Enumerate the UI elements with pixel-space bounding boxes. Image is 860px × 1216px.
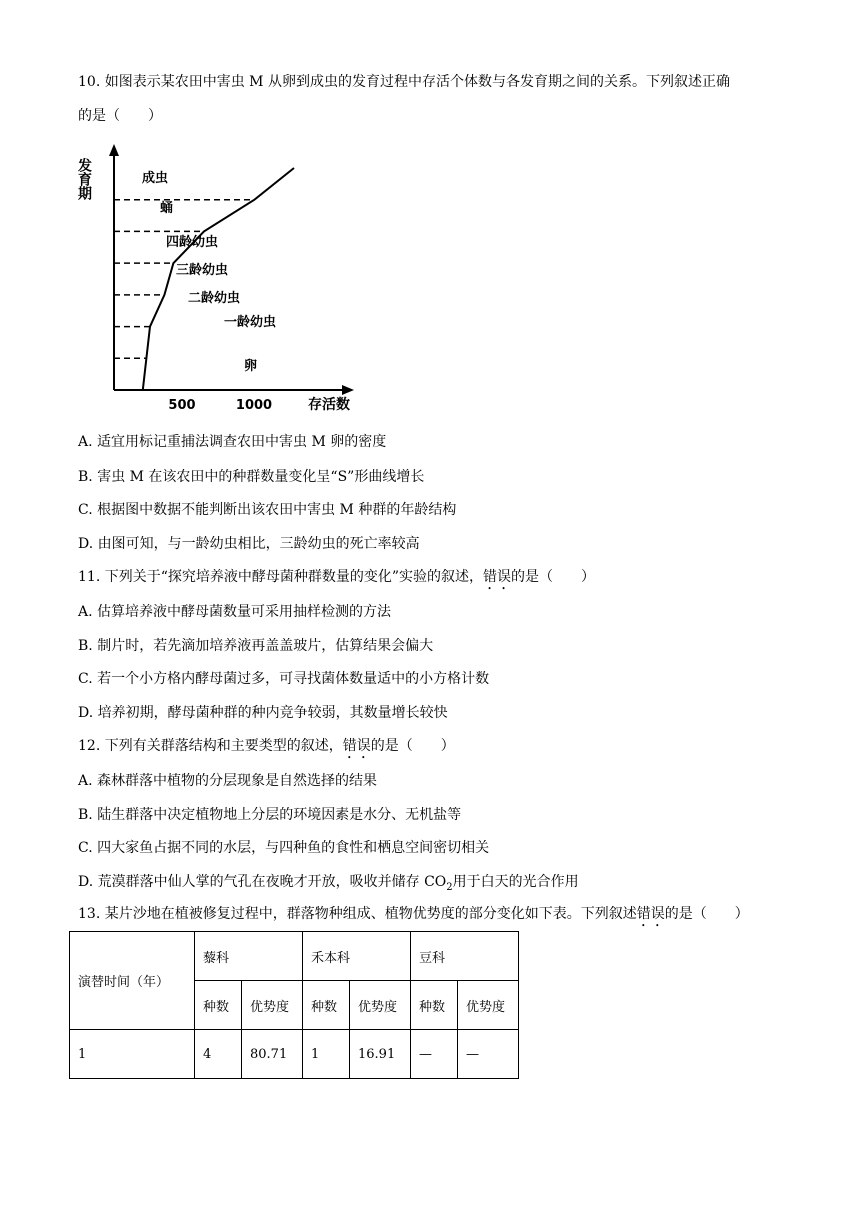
q11-option-d: D. 培养初期，酵母菌种群的种内竞争较弱，其数量增长较快	[78, 705, 448, 721]
q12-option-d-pre: D. 荒漠群落中仙人掌的气孔在夜晚才开放，吸收并储存 CO	[78, 874, 447, 890]
q11-option-b: B. 制片时，若先滴加培养液再盖盖玻片，估算结果会偏大	[78, 638, 434, 654]
stage-label: 四龄幼虫	[166, 235, 219, 250]
q10-stem-line2: 的是（ ）	[78, 108, 162, 124]
table-cell: —	[411, 1030, 458, 1079]
stage-labels	[142, 170, 276, 374]
table-subheader: 种数	[411, 981, 458, 1030]
table-family-3: 豆科	[411, 932, 519, 981]
stage-label: 一龄幼虫	[224, 315, 277, 330]
table-cell-year: 1	[70, 1030, 195, 1079]
q13-stem-mark: 错误	[636, 906, 665, 922]
q10-stem-line1: 10. 如图表示某农田中害虫 M 从卵到成虫的发育过程中存活个体数与各发育期之间的关系。下列叙述正确	[78, 74, 730, 90]
q13-stem	[78, 904, 749, 930]
table-subheader: 优势度	[242, 981, 303, 1030]
q12-option-c: C. 四大家鱼占据不同的水层，与四种鱼的食性和栖息空间密切相关	[78, 840, 490, 856]
q12-option-b: B. 陆生群落中决定植物地上分层的环境因素是水分、无机盐等	[78, 807, 462, 823]
table-row-header: 演替时间（年）	[70, 932, 195, 1030]
table-cell: —	[458, 1030, 519, 1079]
q13-stem-post: 的是（ ）	[664, 906, 749, 922]
q12-stem-post: 的是（ ）	[370, 738, 455, 754]
table-family-1: 藜科	[195, 932, 303, 981]
table-subheader: 优势度	[350, 981, 411, 1030]
q11-stem-mark: 错误	[483, 569, 512, 585]
q11-stem-post: 的是（ ）	[511, 569, 596, 585]
q13-table	[69, 931, 519, 1079]
table-subheader: 优势度	[458, 981, 519, 1030]
table-row	[70, 1030, 519, 1079]
x-axis-arrow	[342, 385, 354, 395]
stage-label: 成虫	[142, 171, 169, 186]
table-cell: 4	[195, 1030, 242, 1079]
q12-option-d-post: 用于白天的光合作用	[452, 874, 579, 890]
stage-label: 卵	[244, 359, 258, 374]
table-family-2: 禾本科	[303, 932, 411, 981]
stage-label: 蛹	[160, 201, 174, 216]
table-subheader: 种数	[195, 981, 242, 1030]
q10-option-d: D. 由图可知，与一龄幼虫相比，三龄幼虫的死亡率较高	[78, 536, 420, 552]
q11-stem	[78, 567, 595, 593]
x-tick-1000: 1000	[235, 398, 273, 413]
q10-option-a: A. 适宜用标记重捕法调查农田中害虫 M 卵的密度	[78, 434, 387, 450]
q13-stem-pre: 13. 某片沙地在植被修复过程中，群落物种组成、植物优势度的部分变化如下表。下列叙述	[78, 906, 637, 922]
stage-label: 二龄幼虫	[188, 291, 241, 306]
q12-stem-mark: 错误	[342, 738, 371, 754]
stage-label: 三龄幼虫	[176, 263, 229, 278]
q12-option-a: A. 森林群落中植物的分层现象是自然选择的结果	[78, 773, 378, 789]
x-tick-500: 500	[168, 398, 196, 413]
q10-option-b: B. 害虫 M 在该农田中的种群数量变化呈“S”形曲线增长	[78, 469, 425, 485]
y-axis-label: 发育期	[76, 158, 92, 200]
q12-stem-pre: 12. 下列有关群落结构和主要类型的叙述，	[78, 738, 343, 754]
table-cell: 80.71	[242, 1030, 303, 1079]
q12-option-d-sub: 2	[446, 881, 453, 893]
x-axis-label: 存活数	[308, 397, 350, 413]
survival-chart	[70, 140, 370, 420]
table-cell: 1	[303, 1030, 350, 1079]
q10-option-c: C. 根据图中数据不能判断出该农田中害虫 M 种群的年龄结构	[78, 502, 457, 518]
q12-option-d	[78, 872, 579, 898]
q11-stem-pre: 11. 下列关于“探究培养液中酵母菌种群数量的变化”实验的叙述，	[78, 569, 484, 585]
table-cell: 16.91	[350, 1030, 411, 1079]
q11-option-a: A. 估算培养液中酵母菌数量可采用抽样检测的方法	[78, 604, 392, 620]
table-subheader: 种数	[303, 981, 350, 1030]
q12-stem	[78, 736, 455, 762]
y-axis-arrow	[109, 144, 119, 156]
q11-option-c: C. 若一个小方格内酵母菌过多，可寻找菌体数量适中的小方格计数	[78, 671, 490, 687]
